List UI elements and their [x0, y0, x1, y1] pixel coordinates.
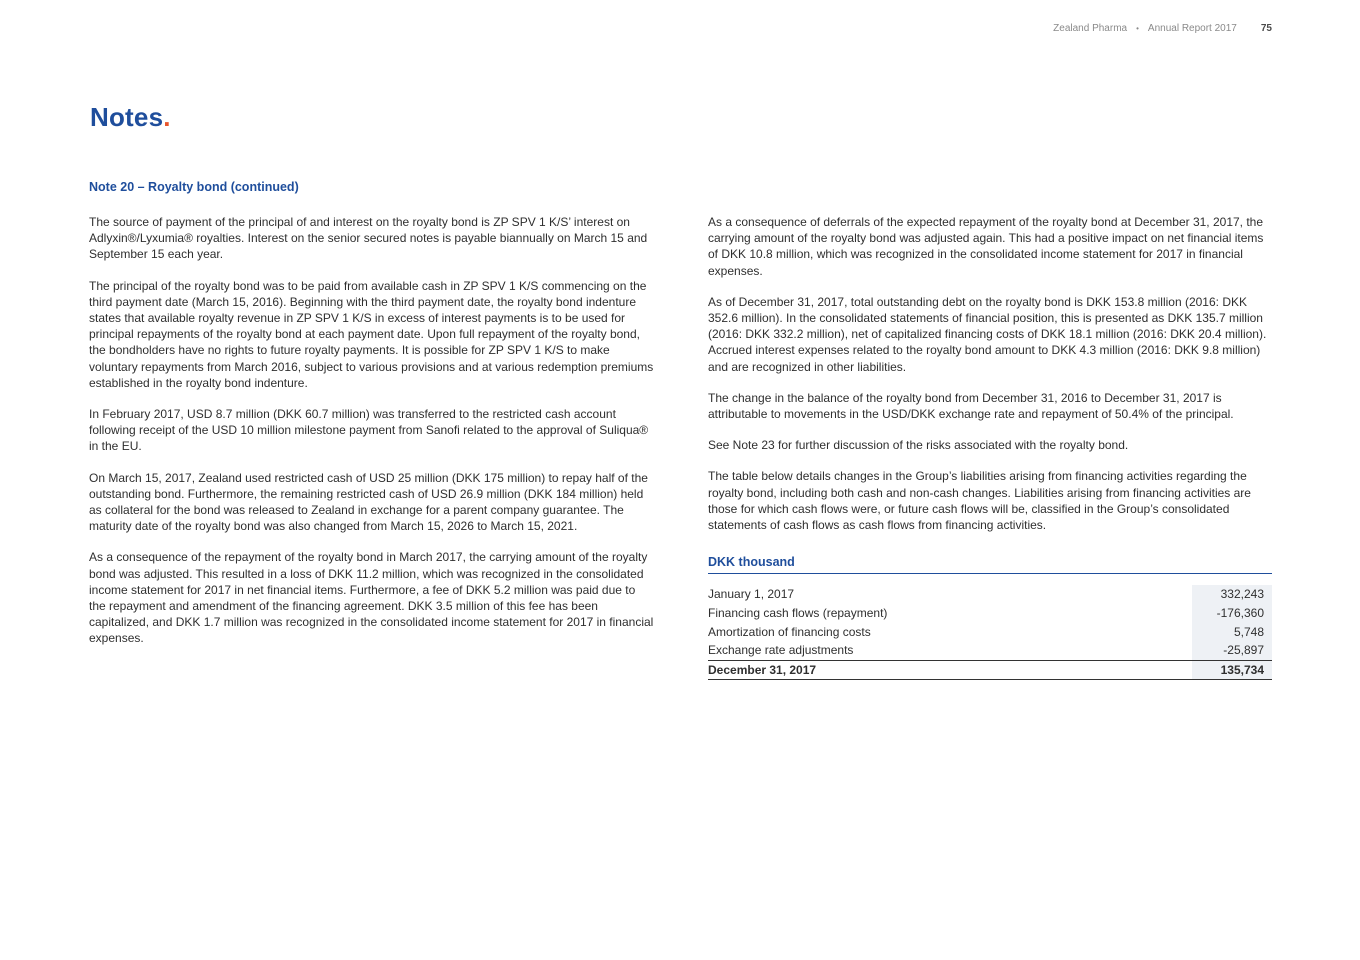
paragraph: The principal of the royalty bond was to be paid from available cash in ZP SPV 1 K/S commencing on the third payment date (March 15, 2016). Beginning with the third payment date, the royalty bond indenture states that available royalty revenue in ZP SPV 1 K/S in excess of interest payments is to be used for principal repayments of the royalty bond at each payment date. Upon full repayment of the royalty bond, the bondholders have no rights to future royalty payments. It is possible for ZP SPV 1 K/S to make voluntary repayments from March 2016, subject to various provisions and at various redemption premiums established in the royalty bond indenture. — [89, 278, 654, 390]
paragraph: The change in the balance of the royalty bond from December 31, 2016 to December 31, 2017 is attributable to movements in the USD/DKK exchange rate and repayment of 50.4% of the principal. — [708, 390, 1234, 422]
row-label: Exchange rate adjustments — [708, 643, 854, 658]
paragraph: As a consequence of the repayment of the royalty bond in March 2017, the carrying amount of the royalty bond was adjusted. This resulted in a loss of DKK 11.2 million, which was recognized in the consolidated income statement for 2017 in net financial items. Furthermore, a fee of DKK 5.2 million was paid due to the repayment and amendment of the financing agreement. DKK 3.5 million of this fee has been capitalized, and DKK 1.7 million was recognized in the consolidated income statement for 2017 in financial expenses. — [89, 550, 654, 646]
page-title — [90, 102, 171, 133]
right-column — [708, 214, 1272, 680]
row-value: -25,897 — [1192, 641, 1272, 660]
row-label: Amortization of financing costs — [708, 624, 871, 639]
note-heading: Note 20 – Royalty bond (continued) — [89, 180, 299, 194]
table-row — [708, 604, 1272, 623]
total-label: December 31, 2017 — [708, 660, 1192, 680]
table-row — [708, 623, 1272, 642]
row-label: Financing cash flows (repayment) — [708, 606, 888, 621]
table-caption: DKK thousand — [708, 554, 1272, 574]
paragraph: As of December 31, 2017, total outstanding debt on the royalty bond is DKK 153.8 million (2016: DKK 352.6 million). In the consolidated statements of financial position, this is presented as DKK 135.7 million (2016: DKK 332.2 million), net of capitalized financing costs of DKK 18.1 million (2016: DKK 20.4 million). Accrued interest expenses related to the royalty bond amount to DKK 4.3 million (2016: DKK 9.8 million) and are recognized in other liabilities. — [708, 294, 1267, 374]
table-row — [708, 585, 1272, 604]
header-separator: • — [1136, 24, 1139, 33]
page-title-text: Notes — [90, 102, 164, 132]
row-value: -176,360 — [1192, 604, 1272, 623]
table-row — [708, 641, 1272, 660]
row-value: 332,243 — [1192, 585, 1272, 604]
row-value: 5,748 — [1192, 623, 1272, 642]
left-column — [89, 214, 655, 662]
paragraph: See Note 23 for further discussion of the risks associated with the royalty bond. — [708, 438, 1129, 453]
header-report-title: Annual Report 2017 — [1147, 23, 1237, 34]
page-title-accent: . — [163, 102, 171, 132]
row-label: January 1, 2017 — [708, 587, 795, 602]
paragraph: In February 2017, USD 8.7 million (DKK 60.7 million) was transferred to the restricted cash account following receipt of the USD 10 million milestone payment from Sanofi related to the approval of Suliqua® in the EU. — [89, 407, 649, 454]
paragraph: The source of payment of the principal of and interest on the royalty bond is ZP SPV 1 K/S’ interest on Adlyxin®/Lyxumia® royalties. Interest on the senior secured notes is payable biannually on March 15 and September 15 each year. — [89, 215, 648, 262]
total-value: 135,734 — [1192, 660, 1272, 680]
header-company: Zealand Pharma — [1053, 23, 1128, 34]
table-total-row — [708, 660, 1272, 680]
page-number: 75 — [1260, 23, 1272, 34]
paragraph: As a consequence of deferrals of the expected repayment of the royalty bond at December 31, 2017, the carrying amount of the royalty bond was adjusted again. This had a positive impact on net financial items of DKK 10.8 million, which was recognized in the consolidated income statement for 2017 in financial expenses. — [708, 215, 1264, 278]
running-header — [1053, 23, 1272, 34]
reconciliation-table — [708, 585, 1272, 680]
paragraph: On March 15, 2017, Zealand used restricted cash of USD 25 million (DKK 175 million) to repay half of the outstanding bond. Furthermore, the remaining restricted cash of USD 26.9 million (DKK 184 million) held as collateral for the bond was released to Zealand in exchange for a parent company guarantee. The maturity date of the royalty bond was also changed from March 15, 2026 to March 15, 2021. — [89, 470, 648, 534]
paragraph: The table below details changes in the Group’s liabilities arising from financing activities regarding the royalty bond, including both cash and non-cash changes. Liabilities arising from financing activities are those for which cash flows were, or future cash flows will be, classified in the Group’s consolidated statements of cash flows as cash flows from financing activities. — [708, 469, 1251, 533]
